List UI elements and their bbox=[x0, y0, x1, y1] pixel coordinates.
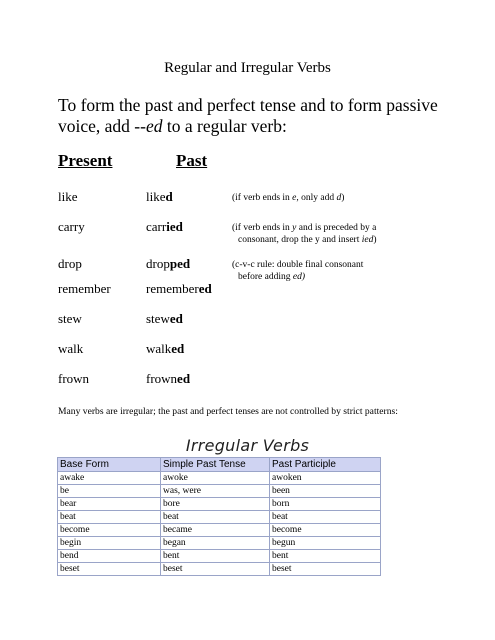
present-form: remember bbox=[58, 281, 111, 296]
present-form: carry bbox=[58, 219, 85, 234]
past-suffix: ed bbox=[169, 311, 183, 326]
present-form: frown bbox=[58, 371, 90, 386]
present-header: Present bbox=[58, 151, 113, 170]
table-cell: awoke bbox=[161, 472, 270, 485]
past-header: Past bbox=[176, 151, 208, 170]
table-cell: bend bbox=[58, 550, 161, 563]
table-header-row bbox=[58, 458, 381, 472]
column-header-past-participle: Past Participle bbox=[270, 458, 381, 472]
table-cell: bear bbox=[58, 498, 161, 511]
table-cell: born bbox=[270, 498, 381, 511]
table-cell: bore bbox=[161, 498, 270, 511]
table-cell: become bbox=[58, 524, 161, 537]
table-cell: become bbox=[270, 524, 381, 537]
table-cell: beset bbox=[58, 563, 161, 576]
irregular-intro-sentence: Many verbs are irregular; the past and perfect tenses are not controlled by strict patterns: bbox=[58, 406, 398, 417]
table-cell: awoken bbox=[270, 472, 381, 485]
table-row bbox=[58, 485, 381, 498]
table-cell: awake bbox=[58, 472, 161, 485]
table-cell: beat bbox=[161, 511, 270, 524]
present-form: like bbox=[58, 189, 78, 204]
irregular-verbs-table bbox=[57, 457, 381, 576]
past-suffix: ied bbox=[166, 219, 183, 234]
intro-text-end: to a regular verb: bbox=[162, 116, 287, 136]
past-suffix: d bbox=[165, 189, 173, 204]
past-suffix: ed bbox=[177, 371, 191, 386]
table-cell: bent bbox=[161, 550, 270, 563]
past-form: dropped bbox=[146, 256, 191, 271]
table-cell: begin bbox=[58, 537, 161, 550]
rule-note: (if verb ends in e, only add d) bbox=[232, 193, 345, 203]
present-form: drop bbox=[58, 256, 82, 271]
past-suffix: ed bbox=[198, 281, 212, 296]
rule-note: (if verb ends in y and is preceded by a consonant, drop the y and insert ied) bbox=[232, 223, 377, 245]
present-form: walk bbox=[58, 341, 84, 356]
table-cell: beat bbox=[270, 511, 381, 524]
table-cell: be bbox=[58, 485, 161, 498]
table-cell: was, were bbox=[161, 485, 270, 498]
column-header-base-form: Base Form bbox=[58, 458, 161, 472]
past-form: walked bbox=[146, 341, 185, 356]
table-cell: beat bbox=[58, 511, 161, 524]
past-suffix: ed bbox=[171, 341, 185, 356]
rule-note: (c-v-c rule: double final consonant before adding ed) bbox=[232, 260, 364, 282]
table-cell: beset bbox=[161, 563, 270, 576]
table-cell: begun bbox=[270, 537, 381, 550]
page-title: Regular and Irregular Verbs bbox=[164, 60, 331, 76]
past-form: remembered bbox=[146, 281, 212, 296]
table-row bbox=[58, 563, 381, 576]
table-row bbox=[58, 524, 381, 537]
table-row bbox=[58, 498, 381, 511]
table-row bbox=[58, 511, 381, 524]
table-cell: bent bbox=[270, 550, 381, 563]
table-row bbox=[58, 537, 381, 550]
intro-paragraph bbox=[58, 95, 458, 137]
past-form: liked bbox=[146, 189, 173, 204]
past-suffix: ped bbox=[169, 256, 191, 271]
table-cell: been bbox=[270, 485, 381, 498]
past-form: frowned bbox=[146, 371, 191, 386]
table-row bbox=[58, 550, 381, 563]
intro-ending: ed bbox=[145, 116, 163, 136]
column-header-simple-past: Simple Past Tense bbox=[161, 458, 270, 472]
present-form: stew bbox=[58, 311, 82, 326]
past-form: carried bbox=[146, 219, 183, 234]
table-row bbox=[58, 472, 381, 485]
table-cell: began bbox=[161, 537, 270, 550]
intro-text-start: To form the past and perfect tense and to form passive voice, add -- bbox=[58, 95, 438, 136]
past-form: stewed bbox=[146, 311, 183, 326]
table-cell: became bbox=[161, 524, 270, 537]
irregular-table-title: Irregular Verbs bbox=[185, 436, 310, 455]
table-cell: beset bbox=[270, 563, 381, 576]
